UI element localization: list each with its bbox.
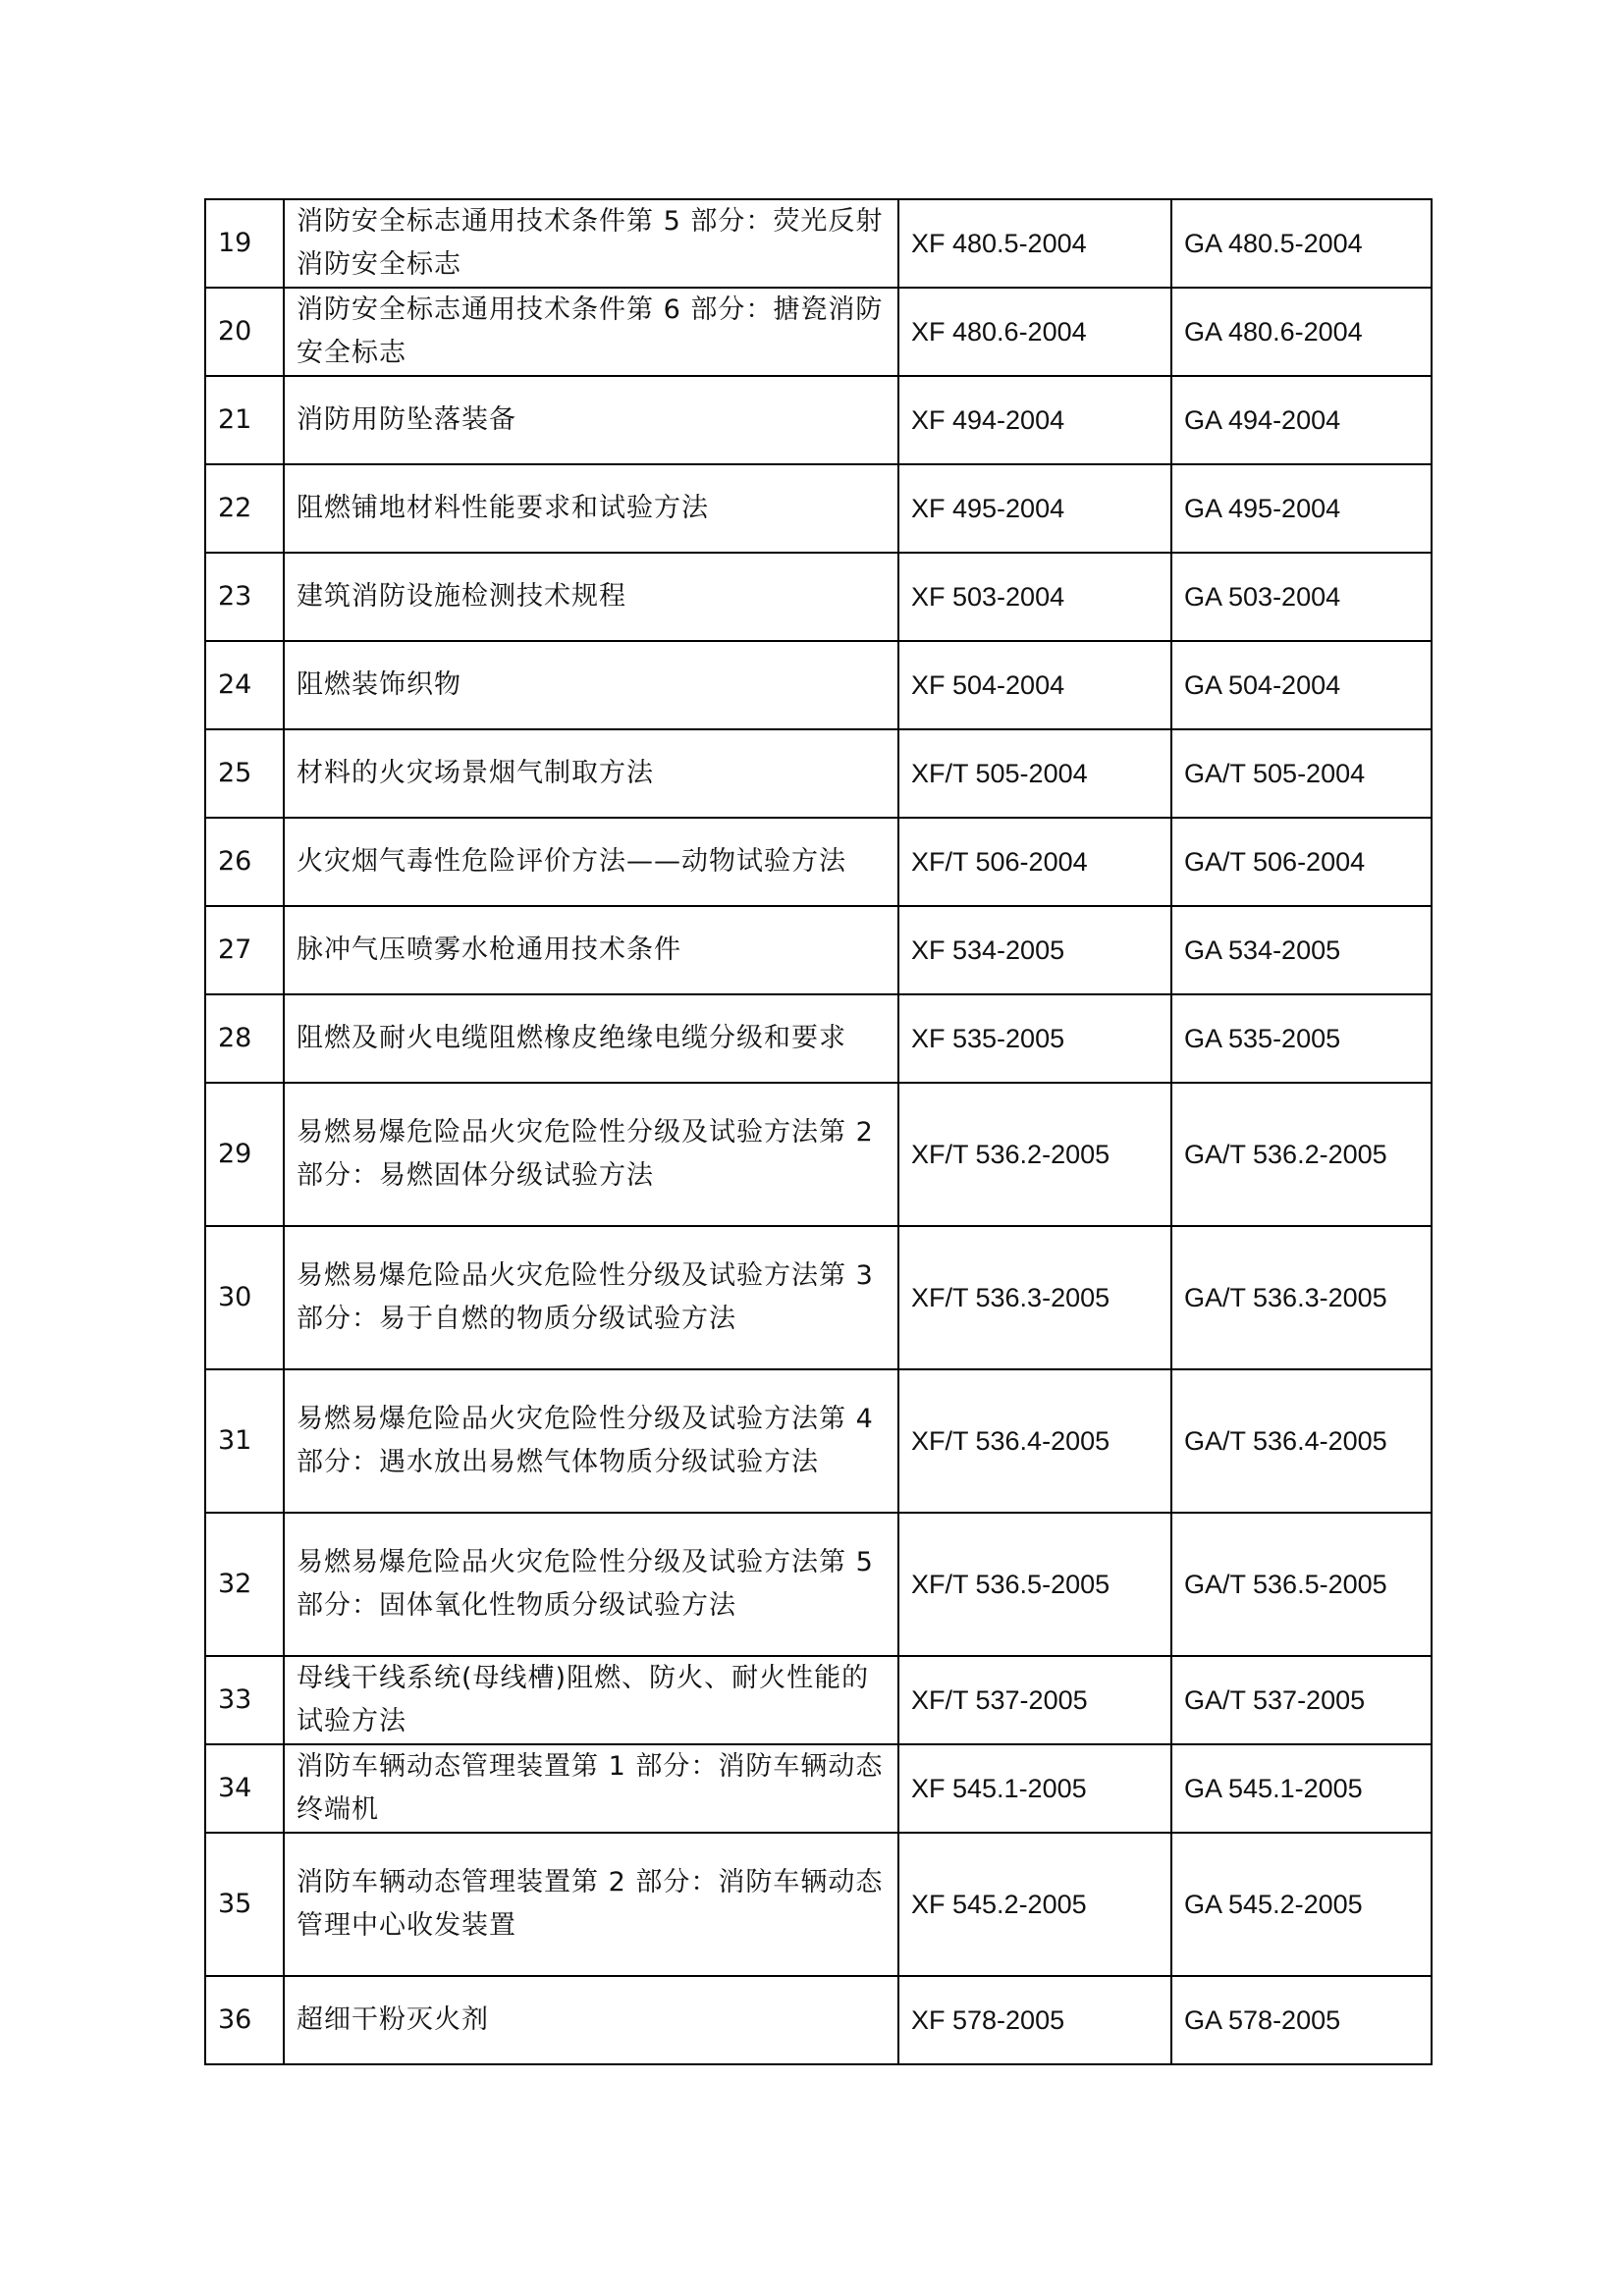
table-row [205, 1369, 1432, 1513]
xf-code: XF 480.5-2004 [898, 199, 1171, 288]
row-number: 26 [205, 818, 284, 906]
standard-name: 易燃易爆危险品火灾危险性分级及试验方法第 4 部分：遇水放出易燃气体物质分级试验方法 [297, 1404, 874, 1477]
xf-code: XF 503-2004 [898, 553, 1171, 641]
table-row [205, 641, 1432, 729]
xf-code: XF/T 536.3-2005 [898, 1226, 1171, 1369]
xf-code: XF 545.1-2005 [898, 1744, 1171, 1833]
ga-code: GA 503-2004 [1171, 553, 1432, 641]
row-number: 30 [205, 1226, 284, 1369]
xf-code: XF/T 536.4-2005 [898, 1369, 1171, 1513]
row-number: 21 [205, 376, 284, 464]
xf-code: XF/T 536.2-2005 [898, 1083, 1171, 1226]
table-row [205, 199, 1432, 288]
row-number: 19 [205, 199, 284, 288]
ga-code: GA 578-2005 [1171, 1976, 1432, 2064]
row-number: 36 [205, 1976, 284, 2064]
ga-code: GA 545.1-2005 [1171, 1744, 1432, 1833]
ga-code: GA/T 505-2004 [1171, 729, 1432, 818]
standard-name: 阻燃及耐火电缆阻燃橡皮绝缘电缆分级和要求 [297, 1023, 846, 1053]
table-row [205, 288, 1432, 376]
row-number: 27 [205, 906, 284, 994]
xf-code: XF 494-2004 [898, 376, 1171, 464]
xf-code: XF/T 537-2005 [898, 1656, 1171, 1744]
standard-name: 超细干粉灭火剂 [297, 2004, 489, 2035]
table-row [205, 818, 1432, 906]
table-row [205, 1833, 1432, 1976]
standard-name: 材料的火灾场景烟气制取方法 [297, 758, 654, 788]
xf-code: XF 578-2005 [898, 1976, 1171, 2064]
ga-code: GA/T 536.3-2005 [1171, 1226, 1432, 1369]
standard-name: 建筑消防设施检测技术规程 [297, 581, 626, 612]
table-row [205, 553, 1432, 641]
row-number: 29 [205, 1083, 284, 1226]
xf-code: XF/T 505-2004 [898, 729, 1171, 818]
row-number: 35 [205, 1833, 284, 1976]
standard-name: 阻燃铺地材料性能要求和试验方法 [297, 493, 709, 523]
table-row [205, 376, 1432, 464]
standard-name: 母线干线系统(母线槽)阻燃、防火、耐火性能的试验方法 [297, 1663, 870, 1736]
table-row [205, 1656, 1432, 1744]
row-number: 31 [205, 1369, 284, 1513]
table-row [205, 1083, 1432, 1226]
table-row [205, 1513, 1432, 1656]
ga-code: GA 504-2004 [1171, 641, 1432, 729]
standard-name: 火灾烟气毒性危险评价方法——动物试验方法 [297, 846, 846, 877]
standard-name: 脉冲气压喷雾水枪通用技术条件 [297, 934, 681, 965]
standard-name: 消防用防坠落装备 [297, 404, 516, 435]
standard-name: 易燃易爆危险品火灾危险性分级及试验方法第 3 部分：易于自燃的物质分级试验方法 [297, 1260, 874, 1334]
standard-name: 消防安全标志通用技术条件第 5 部分：荧光反射消防安全标志 [297, 206, 884, 280]
xf-code: XF/T 536.5-2005 [898, 1513, 1171, 1656]
xf-code: XF 545.2-2005 [898, 1833, 1171, 1976]
standards-table [204, 198, 1433, 2065]
ga-code: GA 480.5-2004 [1171, 199, 1432, 288]
xf-code: XF/T 506-2004 [898, 818, 1171, 906]
standard-name: 阻燃装饰织物 [297, 669, 461, 700]
table-row [205, 464, 1432, 553]
row-number: 34 [205, 1744, 284, 1833]
row-number: 22 [205, 464, 284, 553]
row-number: 23 [205, 553, 284, 641]
row-number: 25 [205, 729, 284, 818]
table-row [205, 729, 1432, 818]
xf-code: XF 495-2004 [898, 464, 1171, 553]
ga-code: GA/T 537-2005 [1171, 1656, 1432, 1744]
standard-name: 消防安全标志通用技术条件第 6 部分：搪瓷消防安全标志 [297, 294, 884, 368]
row-number: 20 [205, 288, 284, 376]
row-number: 32 [205, 1513, 284, 1656]
ga-code: GA/T 506-2004 [1171, 818, 1432, 906]
ga-code: GA/T 536.4-2005 [1171, 1369, 1432, 1513]
standard-name: 消防车辆动态管理装置第 1 部分：消防车辆动态终端机 [297, 1751, 884, 1825]
ga-code: GA 545.2-2005 [1171, 1833, 1432, 1976]
standard-name: 消防车辆动态管理装置第 2 部分：消防车辆动态管理中心收发装置 [297, 1867, 884, 1941]
ga-code: GA 494-2004 [1171, 376, 1432, 464]
xf-code: XF 480.6-2004 [898, 288, 1171, 376]
row-number: 28 [205, 994, 284, 1083]
ga-code: GA 535-2005 [1171, 994, 1432, 1083]
table-row [205, 1226, 1432, 1369]
row-number: 33 [205, 1656, 284, 1744]
standard-name: 易燃易爆危险品火灾危险性分级及试验方法第 2 部分：易燃固体分级试验方法 [297, 1117, 874, 1191]
ga-code: GA/T 536.2-2005 [1171, 1083, 1432, 1226]
table-row [205, 1744, 1432, 1833]
table-row [205, 1976, 1432, 2064]
xf-code: XF 534-2005 [898, 906, 1171, 994]
row-number: 24 [205, 641, 284, 729]
xf-code: XF 535-2005 [898, 994, 1171, 1083]
ga-code: GA 495-2004 [1171, 464, 1432, 553]
xf-code: XF 504-2004 [898, 641, 1171, 729]
ga-code: GA 534-2005 [1171, 906, 1432, 994]
table-row [205, 906, 1432, 994]
ga-code: GA 480.6-2004 [1171, 288, 1432, 376]
table-row [205, 994, 1432, 1083]
ga-code: GA/T 536.5-2005 [1171, 1513, 1432, 1656]
standard-name: 易燃易爆危险品火灾危险性分级及试验方法第 5 部分：固体氧化性物质分级试验方法 [297, 1547, 874, 1621]
